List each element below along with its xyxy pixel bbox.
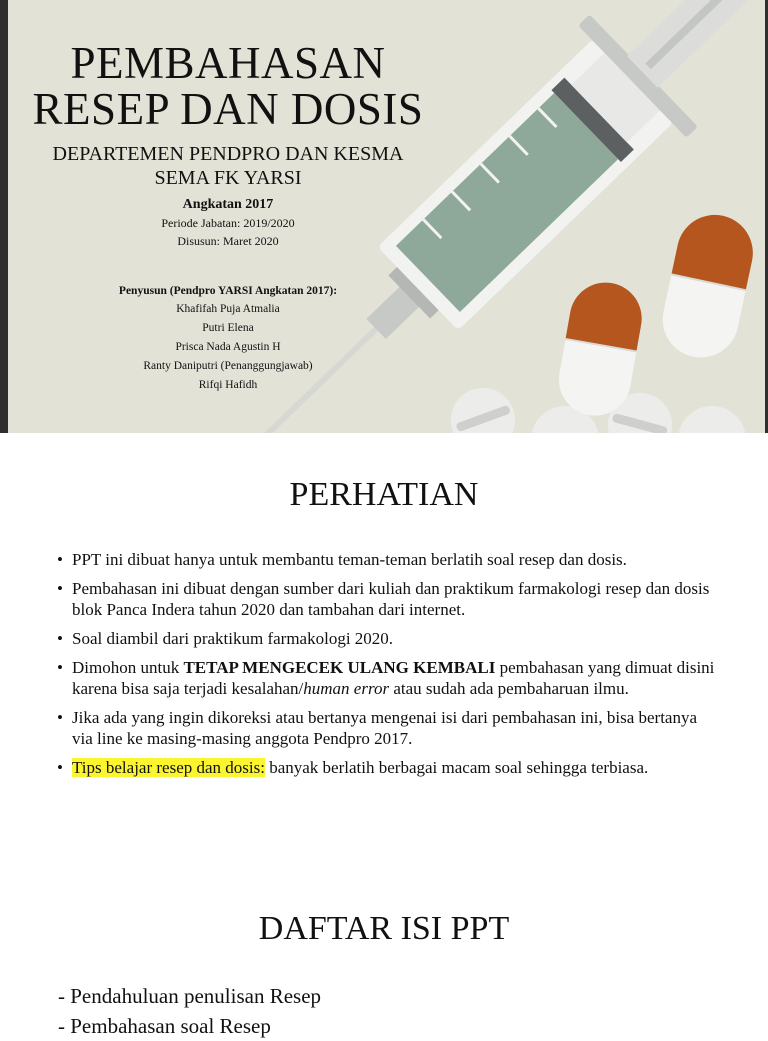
list-item	[57, 578, 722, 620]
bullet-icon: •	[57, 550, 63, 569]
list-item	[57, 707, 722, 749]
cover-disusun: Disusun: Maret 2020	[177, 234, 279, 248]
cover-title-line-1: PEMBAHASAN	[70, 38, 386, 88]
cover-subtitle-line-2: SEMA FK YARSI	[154, 167, 302, 189]
bullet-text-part: atau sudah ada pembaharuan ilmu.	[389, 679, 629, 698]
cover-text-block	[10, 40, 446, 395]
tablet-icon	[678, 406, 746, 433]
tablet-icon	[451, 388, 515, 433]
bullet-icon: •	[57, 629, 63, 648]
bullet-icon: •	[57, 758, 63, 777]
bullet-emphasis: TETAP MENGECEK ULANG KEMBALI	[183, 658, 496, 677]
perhatian-bullet-list	[57, 549, 722, 786]
bullet-text: Soal diambil dari praktikum farmakologi 2020.	[72, 629, 394, 648]
bullet-icon: •	[57, 708, 63, 727]
list-item	[57, 757, 722, 778]
cover-author-name: Putri Elena	[202, 322, 254, 334]
list-item	[57, 657, 722, 699]
cover-author-name: Rifqi Hafidh	[198, 379, 258, 391]
cover-slide	[0, 0, 768, 433]
perhatian-title: PERHATIAN	[289, 476, 479, 513]
list-item	[57, 549, 722, 570]
capsule-icon	[656, 208, 760, 365]
bullet-text: Jika ada yang ingin dikoreksi atau bertanya mengenai isi dari pembahasan ini, bisa bertanya via line ke masing-masing anggota Pendpro 2017.	[72, 708, 698, 748]
perhatian-slide	[0, 433, 768, 863]
bullet-italic: human error	[303, 679, 390, 698]
highlighted-tip: Tips belajar resep dan dosis:	[72, 758, 265, 777]
list-item: - Pendahuluan penulisan Resep	[58, 984, 322, 1008]
cover-author-name: Prisca Nada Agustin H	[175, 341, 281, 353]
bullet-text-part: Dimohon untuk	[72, 658, 184, 677]
bullet-icon: •	[57, 579, 63, 598]
cover-subtitle-line-1: DEPARTEMEN PENDPRO DAN KESMA	[52, 143, 404, 165]
bullet-icon: •	[57, 658, 63, 677]
daftar-isi-title: DAFTAR ISI PPT	[258, 910, 510, 947]
cover-angkatan: Angkatan 2017	[182, 197, 274, 212]
cover-penyusun-title: Penyusun (Pendpro YARSI Angkatan 2017):	[118, 285, 338, 297]
bullet-text: Pembahasan ini dibuat dengan sumber dari kuliah dan praktikum farmakologi resep dan dosis blok Panca Indera tahun 2020 dan tambahan dari internet.	[72, 579, 710, 619]
bullet-text-part: pembahasan yang dimuat disini karena bisa saja terjadi kesalahan/	[72, 658, 715, 698]
list-item	[57, 628, 722, 649]
cover-title-line-2: RESEP DAN DOSIS	[32, 84, 424, 134]
table-of-contents	[58, 981, 321, 1041]
cover-author-name: Ranty Daniputri (Penanggungjawab)	[143, 360, 313, 372]
list-item: - Pembahasan soal Resep	[58, 1014, 271, 1038]
bullet-text: PPT ini dibuat hanya untuk membantu teman-teman berlatih soal resep dan dosis.	[72, 550, 627, 569]
daftar-isi-slide	[0, 863, 768, 1038]
cover-periode: Periode Jabatan: 2019/2020	[161, 216, 295, 230]
bullet-text-part: banyak berlatih berbagai macam soal sehingga terbiasa.	[264, 758, 649, 777]
cover-author-name: Khafifah Puja Atmalia	[176, 303, 280, 315]
